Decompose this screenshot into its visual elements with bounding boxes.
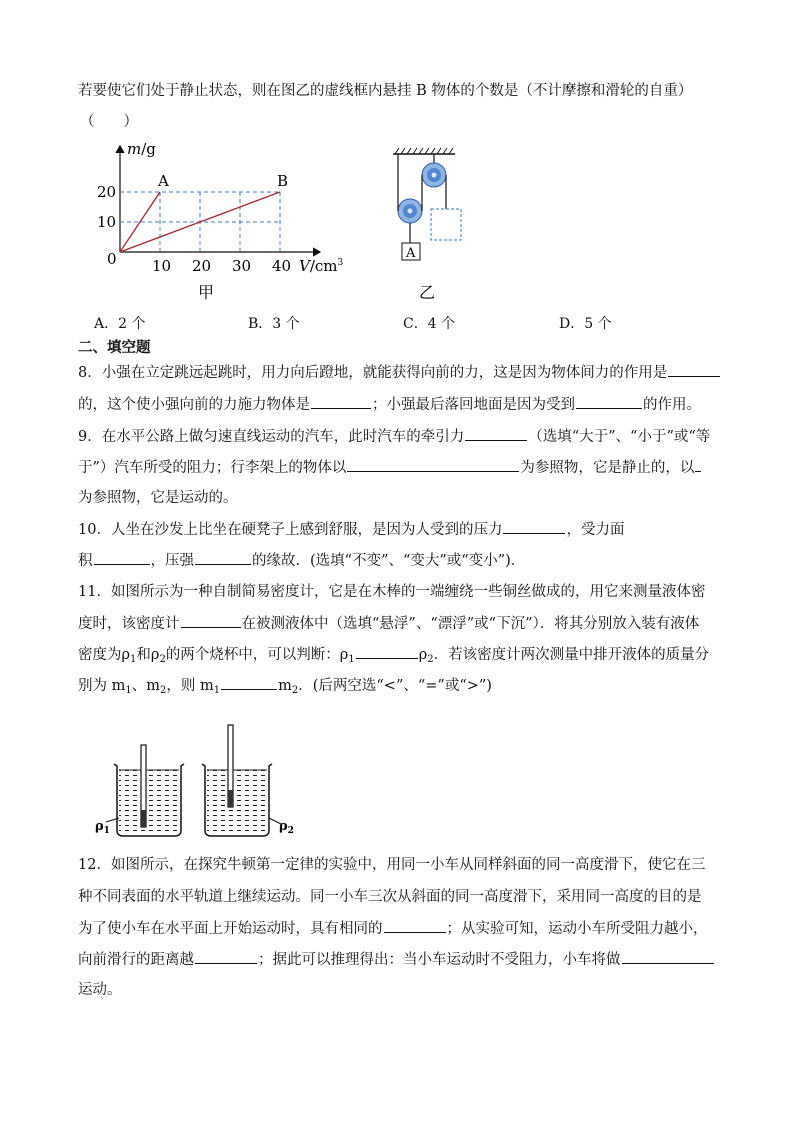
q10-blank-2[interactable] <box>94 550 150 565</box>
section-title: 二、填空题 <box>78 340 151 356</box>
x-tick-20: 20 <box>192 257 212 275</box>
q7-line-1: 若要使它们处于静止状态，则在图乙的虚线框内悬挂 B 物体的个数是（不计摩擦和滑轮的自重） <box>78 83 693 99</box>
q8-line-1: 8．小强在立定跳远起跳时，用力向后蹬地，就能获得向前的力，这是因为物体间力的作用是 <box>78 362 721 383</box>
q8-blank-2[interactable] <box>311 394 371 409</box>
q12-line-4: 向前滑行的距离越 ；据此可以推理得出：当小车运动时不受阻力，小车将做 <box>78 949 715 970</box>
y-axis-label: m/g <box>127 140 156 158</box>
rho-1-label: $\rho_1$ <box>95 819 110 836</box>
q12-blank-3[interactable] <box>622 949 714 964</box>
q11-blank-2[interactable] <box>356 644 418 659</box>
origin-label: 0 <box>107 250 117 268</box>
q8-blank-1[interactable] <box>668 362 720 377</box>
q9-blank-1[interactable] <box>465 426 527 441</box>
q9-line-3: 为参照物，它是运动的。 <box>78 490 238 506</box>
q9-blank-2[interactable] <box>347 457 519 472</box>
figure-yi-pulley <box>385 145 480 310</box>
q11-blank-3[interactable] <box>221 675 277 690</box>
point-a-label: A <box>158 172 169 190</box>
q11-line-2: 度时，该密度计 在被测液体中（选填“悬浮”、“漂浮”或“下沉”）．将其分别放入装有液体 <box>78 613 699 634</box>
option-c[interactable]: C．4 个 <box>403 316 456 332</box>
q9-line-2: 于”）汽车所受的阻力；行李架上的物体以 为参照物，它是静止的，以 <box>78 457 702 478</box>
q9-blank-3[interactable] <box>695 457 701 472</box>
q9-line-1: 9．在水平公路上做匀速直线运动的汽车，此时汽车的牵引力 （选填“大于”、“小于”或“等 <box>78 426 710 447</box>
x-tick-10: 10 <box>152 257 172 275</box>
option-d[interactable]: D．5 个 <box>559 316 612 332</box>
q8-line-2: 的，这个使小强向前的力施力物体是 ；小强最后落回地面是因为受到 的作用。 <box>78 394 701 415</box>
q12-line-3: 为了使小车在水平面上开始运动时，具有相同的 ；从实验可知，运动小车所受阻力越小， <box>78 918 708 939</box>
q11-line-4: 别为 $m_1$、$m_2$，则 $m_1$ $m_2$．(后两空选“<”、“=”或“>”) <box>78 675 492 701</box>
y-tick-20: 20 <box>97 183 117 201</box>
q10-line-2: 积 ，压强 的缘故．(选填“不变”、“变大”或“变小”)． <box>78 550 525 571</box>
block-a-label: A <box>406 246 416 261</box>
rho-2-label: $\rho_2$ <box>279 819 294 836</box>
x-tick-40: 40 <box>272 257 292 275</box>
q11-blank-1[interactable] <box>181 613 241 628</box>
series-line-a <box>120 192 160 252</box>
option-b[interactable]: B．3 个 <box>248 316 300 332</box>
q12-line-1: 12．如图所示，在探究牛顿第一定律的实验中，用同一小车从同样斜面的同一高度滑下，使它在三 <box>78 857 706 873</box>
figure-yi-caption: 乙 <box>419 283 436 302</box>
q12-blank-2[interactable] <box>195 949 257 964</box>
x-axis-label: $V/cm^3$ <box>299 257 344 275</box>
q12-line-2: 种不同表面的水平轨道上继续运动。同一小车三次从斜面的同一高度滑下，采用同一高度的目的是 <box>78 889 702 905</box>
y-tick-10: 10 <box>97 213 117 231</box>
q7-answer-paren: （ ） <box>80 114 138 130</box>
x-tick-30: 30 <box>232 257 252 275</box>
q10-line-1: 10．人坐在沙发上比坐在硬凳子上感到舒服，是因为人受到的压力 ，受力面 <box>78 519 624 540</box>
figure-beakers <box>92 718 302 843</box>
figure-jia-graph <box>95 138 355 308</box>
q12-blank-1[interactable] <box>384 918 446 933</box>
tick-labels <box>97 183 291 275</box>
q10-blank-1[interactable] <box>503 519 565 534</box>
q10-blank-3[interactable] <box>195 550 251 565</box>
q11-line-1: 11．如图所示为一种自制简易密度计，它是在木棒的一端缠绕一些铜丝做成的，用它来测量液体密 <box>78 584 706 600</box>
q11-line-3: 密度为$\rho_1$和$\rho_2$的两个烧杯中，可以判断：$\rho_1$ $\rho_2$．若该密度计两次测量中排开液体的质量分 <box>78 644 709 670</box>
q8-blank-3[interactable] <box>576 394 642 409</box>
q12-line-5: 运动。 <box>78 982 122 998</box>
figure-jia-caption: 甲 <box>198 283 215 302</box>
point-b-label: B <box>277 172 289 190</box>
option-a[interactable]: A．2 个 <box>94 316 146 332</box>
